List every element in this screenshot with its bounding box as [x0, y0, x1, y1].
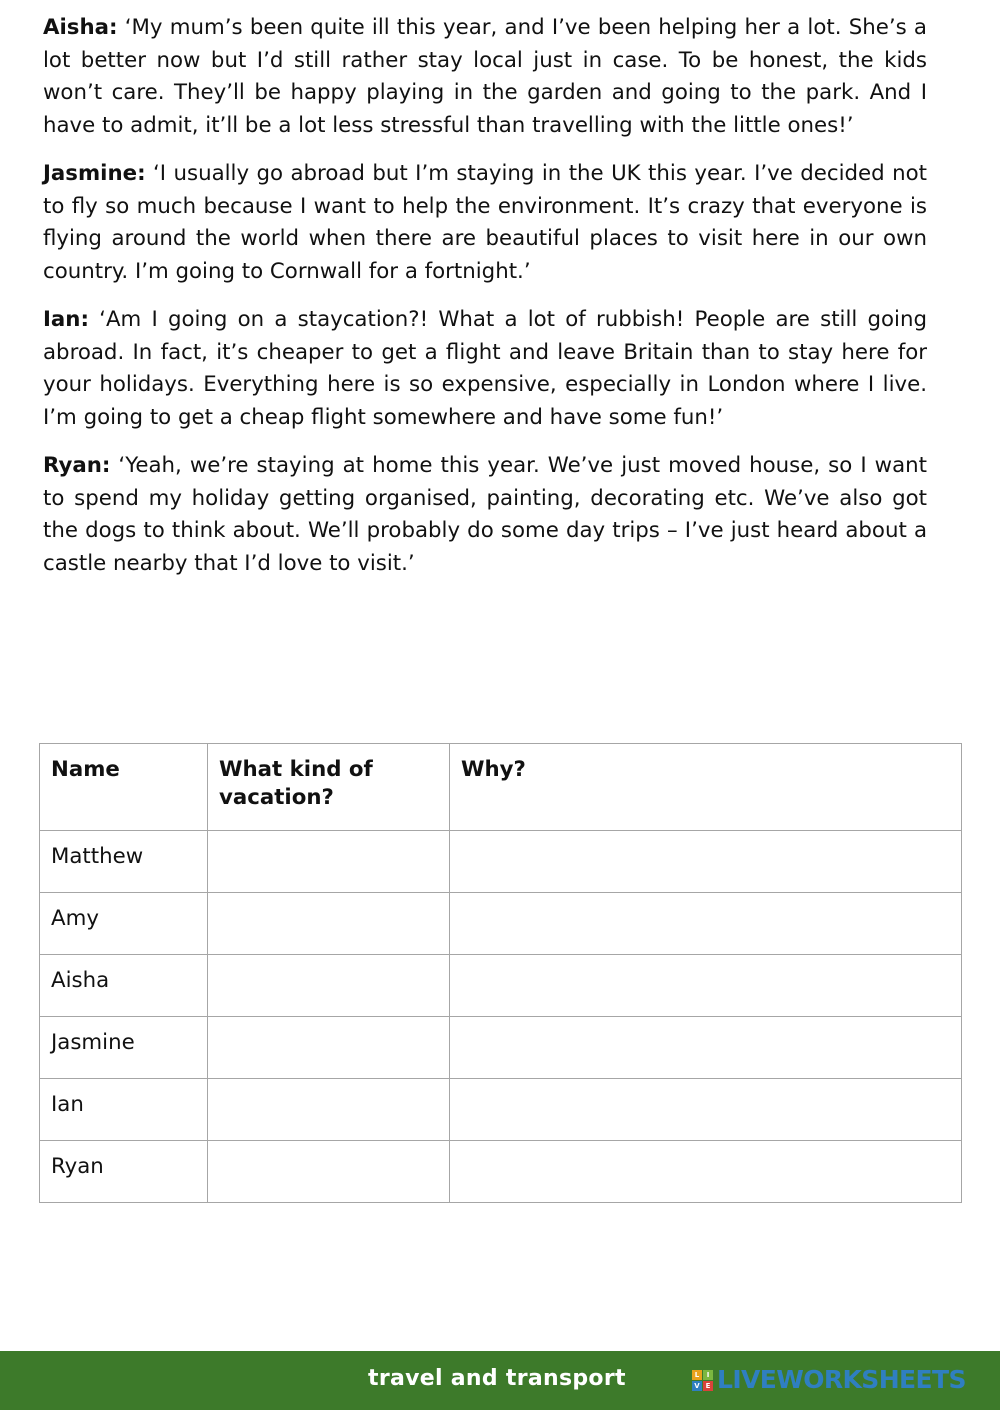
- table-row: [40, 1141, 962, 1203]
- vacation-kind-answer-cell[interactable]: [208, 1141, 450, 1203]
- why-answer-cell[interactable]: [450, 1141, 962, 1203]
- answer-table: [39, 743, 962, 1203]
- header-vacation-kind: What kind of vacation?: [208, 744, 450, 831]
- table-row: [40, 1017, 962, 1079]
- passage-aisha: [43, 12, 927, 142]
- header-name: Name: [40, 744, 208, 831]
- passage-text: ‘Yeah, we’re staying at home this year. We’ve just moved house, so I want to spend my holiday getting organised, painting, decorating etc. We’ve also got the dogs to think about. We’ll probably do some day trips – I’ve just heard about a castle nearby that I’d love to visit.’: [43, 453, 927, 576]
- logo-letter: I: [703, 1370, 713, 1380]
- passage-ian: [43, 304, 927, 434]
- logo-letter: E: [703, 1381, 713, 1391]
- reading-passages: [43, 12, 927, 596]
- passage-text: ‘Am I going on a staycation?! What a lot of rubbish! People are still going abroad. In fact, it’s cheaper to get a flight and leave Britain than to stay here for your holidays. Everything here is so expensive, especially in London where I live. I’m going to get a cheap flight somewhere and have some fun!’: [43, 307, 927, 430]
- row-name-cell: Ryan: [40, 1141, 208, 1203]
- vacation-kind-answer-cell[interactable]: [208, 893, 450, 955]
- speaker-name: Ian:: [43, 307, 89, 332]
- passage-text: ‘My mum’s been quite ill this year, and I’ve been helping her a lot. She’s a lot better now but I’d still rather stay local just in case. To be honest, the kids won’t care. They’ll be happy playing in the garden and going to the park. And I have to admit, it’ll be a lot less stressful than travelling with the little ones!’: [43, 15, 927, 138]
- why-answer-cell[interactable]: [450, 1017, 962, 1079]
- passage-ryan: [43, 450, 927, 580]
- vacation-kind-answer-cell[interactable]: [208, 1017, 450, 1079]
- vacation-kind-answer-cell[interactable]: [208, 1079, 450, 1141]
- table-row: [40, 831, 962, 893]
- row-name-cell: Aisha: [40, 955, 208, 1017]
- table-row: [40, 893, 962, 955]
- passage-text: ‘I usually go abroad but I’m staying in the UK this year. I’ve decided not to fly so much because I want to help the environment. It’s crazy that everyone is flying around the world when there are beautiful places to visit here in our own country. I’m going to Cornwall for a fortnight.’: [43, 161, 927, 284]
- logo-letter: V: [692, 1381, 702, 1391]
- header-why: Why?: [450, 744, 962, 831]
- liveworksheets-brand[interactable]: [692, 1365, 966, 1395]
- table-row: [40, 955, 962, 1017]
- row-name-cell: Matthew: [40, 831, 208, 893]
- vacation-kind-answer-cell[interactable]: [208, 831, 450, 893]
- table-row: [40, 1079, 962, 1141]
- row-name-cell: Jasmine: [40, 1017, 208, 1079]
- row-name-cell: Ian: [40, 1079, 208, 1141]
- vacation-kind-answer-cell[interactable]: [208, 955, 450, 1017]
- speaker-name: Ryan:: [43, 453, 111, 478]
- liveworksheets-logo-icon: [692, 1370, 713, 1391]
- footer-bar: [0, 1351, 1000, 1410]
- row-name-cell: Amy: [40, 893, 208, 955]
- why-answer-cell[interactable]: [450, 831, 962, 893]
- speaker-name: Jasmine:: [43, 161, 146, 186]
- speaker-name: Aisha:: [43, 15, 118, 40]
- why-answer-cell[interactable]: [450, 1079, 962, 1141]
- logo-letter: L: [692, 1370, 702, 1380]
- brand-wordmark: LIVEWORKSHEETS: [717, 1365, 966, 1394]
- why-answer-cell[interactable]: [450, 893, 962, 955]
- table-header-row: [40, 744, 962, 831]
- passage-jasmine: [43, 158, 927, 288]
- why-answer-cell[interactable]: [450, 955, 962, 1017]
- footer-topic: travel and transport: [368, 1366, 626, 1391]
